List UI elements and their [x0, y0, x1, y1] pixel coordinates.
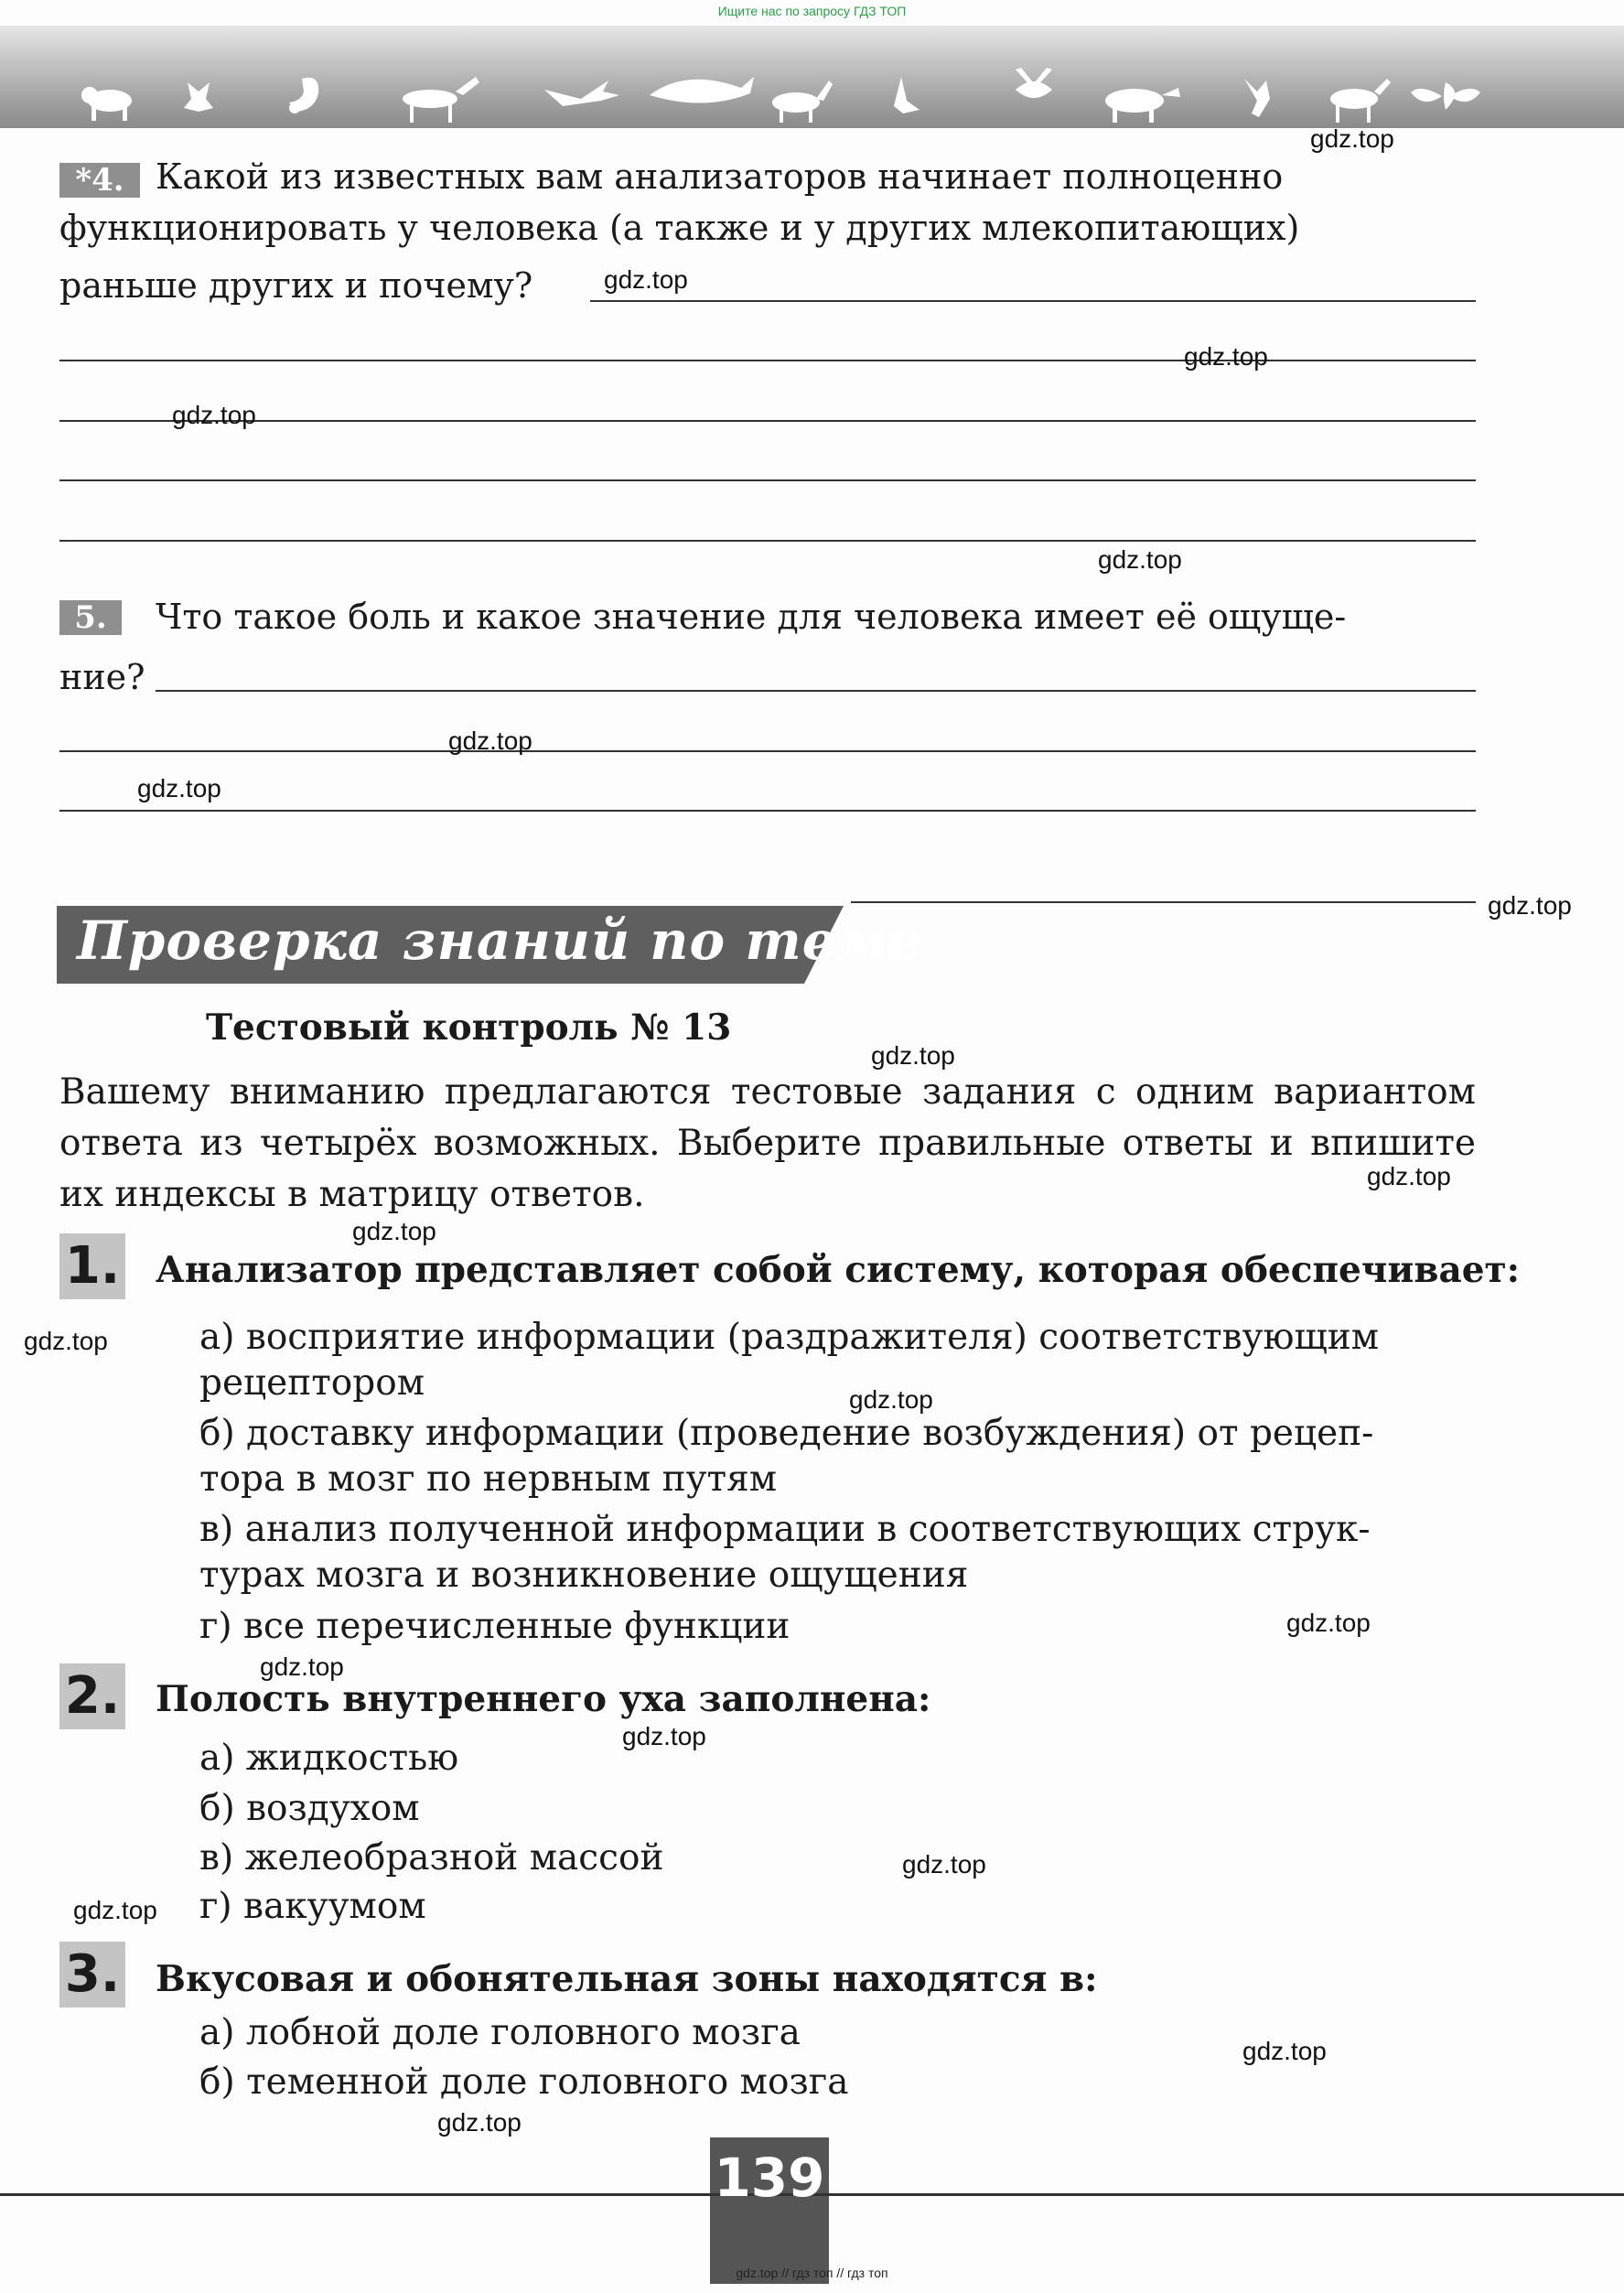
question-4-line-2: функционировать у человека (а также и у других млекопитающих) [59, 208, 1300, 248]
answer-line [59, 810, 1476, 812]
q2-option-a: а) жидкостью [199, 1738, 459, 1779]
test-question-1-text: Анализатор представляет собой систему, которая обеспечивает: [156, 1249, 1521, 1291]
watermark: gdz.top [1286, 1609, 1371, 1637]
watermark: gdz.top [622, 1722, 706, 1750]
test-question-3-text: Вкусовая и обонятельная зоны находятся в: [156, 1958, 1098, 2000]
question-5-line-1: Что такое боль и какое значение для человека имеет её ощуще- [156, 597, 1347, 637]
answer-line [59, 420, 1476, 422]
watermark: gdz.top [172, 401, 256, 429]
animal-silhouette-banner [0, 26, 1624, 128]
watermark: gdz.top [902, 1850, 986, 1879]
test-question-3-number: 3. [59, 1942, 125, 2008]
q2-option-c: в) желеобразной массой [199, 1837, 664, 1879]
test-question-1-number: 1. [59, 1233, 125, 1299]
watermark: gdz.top [871, 1041, 955, 1070]
watermark: gdz.top [437, 2108, 522, 2137]
q2-option-d: г) вакуумом [199, 1886, 426, 1927]
watermark: gdz.top [1184, 342, 1268, 371]
answer-line [59, 540, 1476, 542]
question-5-line-2: ние? [59, 657, 145, 697]
q1-option-d: г) все перечисленные функции [199, 1606, 790, 1647]
watermark: gdz.top [137, 774, 221, 802]
watermark: gdz.top [604, 265, 688, 294]
test-question-2-text: Полость внутреннего уха заполнена: [156, 1678, 931, 1720]
page-number: 139 [714, 2147, 825, 2209]
test-intro: Вашему вниманию предлагаются тестовые задания с одним вариантом ответа из четырёх возможных. Выберите правильные ответы и впишите их индексы в матрицу ответов. [59, 1071, 1476, 1215]
watermark: gdz.top [1488, 891, 1572, 920]
q3-option-b: б) теменной доле головного мозга [199, 2062, 849, 2103]
answer-line [156, 690, 1476, 692]
question-5-number: 5. [59, 600, 122, 635]
watermark: gdz.top [24, 1327, 108, 1355]
q1-option-b-line-2: тора в мозг по нервным путям [199, 1459, 778, 1500]
top-search-note: Ищите нас по запросу ГДЗ ТОП [717, 4, 907, 18]
watermark: gdz.top [73, 1896, 157, 1924]
q1-option-c-line-2: турах мозга и возникновение ощущения [199, 1555, 969, 1596]
q1-option-b-line-1: б) доставку информации (проведение возбуждения) от рецеп- [199, 1413, 1374, 1454]
q1-option-a-line-2: рецептором [199, 1362, 425, 1404]
question-4-line-1: Какой из известных вам анализаторов начинает полноценно [156, 156, 1284, 197]
watermark: gdz.top [849, 1385, 933, 1414]
section-title: Проверка знаний по теме [77, 910, 923, 972]
watermark: gdz.top [1098, 545, 1182, 574]
q1-option-c-line-1: в) анализ полученной информации в соответствующих струк- [199, 1509, 1371, 1550]
watermark: gdz.top [448, 727, 532, 755]
watermark: gdz.top [1367, 1162, 1451, 1190]
watermark: gdz.top [1242, 2037, 1327, 2065]
q2-option-b: б) воздухом [199, 1788, 420, 1829]
watermark: gdz.top [260, 1652, 344, 1681]
answer-line [59, 750, 1476, 752]
bottom-watermark-note: gdz.top // гдз топ // гдз топ [736, 2266, 888, 2280]
q3-option-a: а) лобной доле головного мозга [199, 2012, 801, 2053]
test-question-2-number: 2. [59, 1663, 125, 1729]
watermark: gdz.top [352, 1217, 436, 1245]
answer-line [851, 901, 1476, 903]
test-title: Тестовый контроль № 13 [206, 1007, 732, 1049]
q1-option-a-line-1: а) восприятие информации (раздражителя) соответствующим [199, 1317, 1380, 1358]
animal-silhouettes-icon [0, 26, 1624, 128]
watermark: gdz.top [1310, 124, 1394, 153]
answer-line [59, 479, 1476, 481]
question-4-line-3: раньше других и почему? [59, 265, 533, 306]
question-4-number: *4. [59, 163, 140, 198]
answer-line [590, 300, 1476, 302]
